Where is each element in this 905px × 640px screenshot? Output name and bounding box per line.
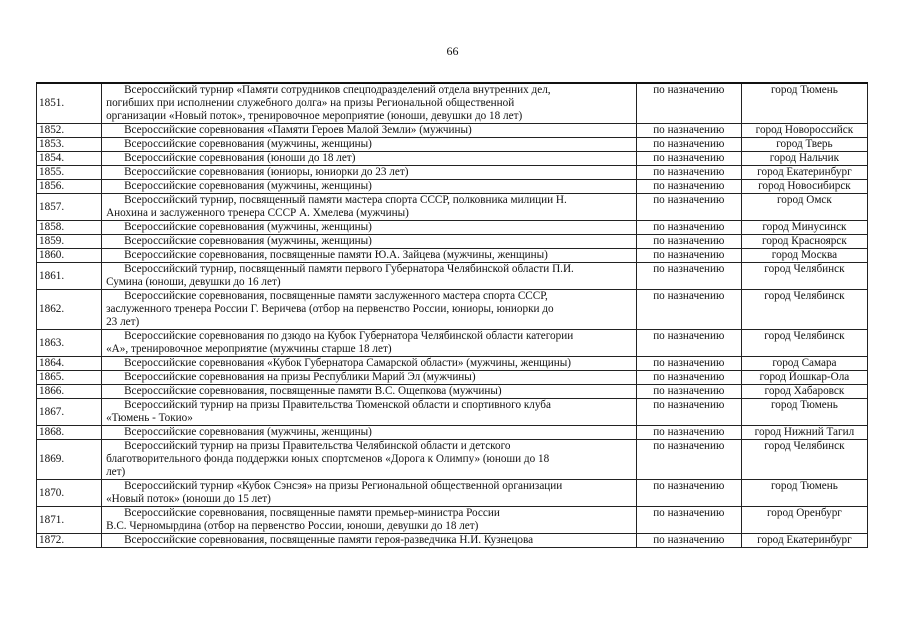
events-table [36, 82, 868, 548]
event-description-line: Всероссийские соревнования (мужчины, женщины) [124, 235, 372, 247]
page-number: 66 [446, 44, 459, 58]
table-row [37, 235, 868, 249]
table-row [37, 480, 868, 507]
event-description [102, 249, 637, 263]
row-number: 1863. [37, 330, 102, 357]
event-location: город Йошкар-Ола [741, 371, 867, 385]
table-row [37, 83, 868, 124]
row-number: 1855. [37, 166, 102, 180]
row-number: 1853. [37, 138, 102, 152]
participation-basis: по назначению [636, 138, 741, 152]
table-row [37, 124, 868, 138]
event-description-line: 23 лет) [106, 316, 140, 328]
event-description-line: Всероссийские соревнования (мужчины, женщины) [124, 138, 372, 150]
table-row [37, 194, 868, 221]
event-description-line: Всероссийские соревнования (юноши до 18 лет) [124, 152, 356, 164]
event-description [102, 385, 637, 399]
event-description-line: Всероссийский турнир «Памяти сотрудников спецподразделений отдела внутренних дел, [124, 84, 551, 96]
participation-basis: по назначению [636, 235, 741, 249]
event-description [102, 507, 637, 534]
participation-basis: по назначению [636, 221, 741, 235]
participation-basis: по назначению [636, 152, 741, 166]
event-location: город Москва [741, 249, 867, 263]
events-table-body [37, 83, 868, 548]
row-number: 1852. [37, 124, 102, 138]
event-description-line: организации «Новый поток», тренировочное мероприятие (юноши, девушки до 18 лет) [106, 110, 523, 122]
row-number: 1857. [37, 194, 102, 221]
event-description-line: благотворительного фонда поддержки юных спортсменов «Дорога к Олимпу» (юноши до 18 [106, 453, 550, 465]
row-number: 1861. [37, 263, 102, 290]
table-row [37, 399, 868, 426]
table-row [37, 371, 868, 385]
row-number: 1864. [37, 357, 102, 371]
participation-basis: по назначению [636, 330, 741, 357]
event-description-line: погибших при исполнении служебного долга» на призы Региональной общественной [106, 97, 515, 109]
table-row [37, 166, 868, 180]
table-row [37, 138, 868, 152]
participation-basis: по назначению [636, 124, 741, 138]
table-row [37, 290, 868, 330]
participation-basis: по назначению [636, 399, 741, 426]
row-number: 1866. [37, 385, 102, 399]
row-number: 1859. [37, 235, 102, 249]
event-description [102, 83, 637, 124]
table-row [37, 440, 868, 480]
participation-basis: по назначению [636, 263, 741, 290]
table-row [37, 507, 868, 534]
event-description [102, 330, 637, 357]
participation-basis: по назначению [636, 357, 741, 371]
participation-basis: по назначению [636, 507, 741, 534]
row-number: 1862. [37, 290, 102, 330]
event-description-line: Всероссийские соревнования (юниоры, юниорки до 23 лет) [124, 166, 409, 178]
table-row [37, 152, 868, 166]
event-description [102, 440, 637, 480]
event-description-line: «Новый поток» (юноши до 15 лет) [106, 493, 271, 505]
table-row [37, 385, 868, 399]
event-location: город Челябинск [741, 440, 867, 480]
participation-basis: по назначению [636, 83, 741, 124]
event-description [102, 152, 637, 166]
table-row [37, 426, 868, 440]
event-description [102, 263, 637, 290]
event-location: город Самара [741, 357, 867, 371]
participation-basis: по назначению [636, 385, 741, 399]
participation-basis: по назначению [636, 194, 741, 221]
event-description [102, 357, 637, 371]
event-description-line: Всероссийские соревнования (мужчины, женщины) [124, 221, 372, 233]
event-description [102, 371, 637, 385]
event-location: город Тверь [741, 138, 867, 152]
event-location: город Хабаровск [741, 385, 867, 399]
row-number: 1867. [37, 399, 102, 426]
event-location: город Челябинск [741, 290, 867, 330]
event-description [102, 235, 637, 249]
event-description-line: Всероссийский турнир на призы Правительства Тюменской области и спортивного клуба [124, 399, 551, 411]
row-number: 1870. [37, 480, 102, 507]
event-location: город Тюмень [741, 399, 867, 426]
event-description-line: Всероссийские соревнования (мужчины, женщины) [124, 426, 372, 438]
event-description-line: Всероссийские соревнования, посвященные памяти премьер-министра России [124, 507, 500, 519]
event-description-line: Всероссийские соревнования, посвященные памяти В.С. Ощепкова (мужчины) [124, 385, 502, 397]
table-row [37, 249, 868, 263]
event-description-line: «А», тренировочное мероприятие (мужчины старше 18 лет) [106, 343, 392, 355]
event-description-line: Всероссийский турнир на призы Правительства Челябинской области и детского [124, 440, 511, 452]
row-number: 1854. [37, 152, 102, 166]
event-description [102, 180, 637, 194]
participation-basis: по назначению [636, 371, 741, 385]
event-location: город Челябинск [741, 263, 867, 290]
table-row [37, 180, 868, 194]
participation-basis: по назначению [636, 426, 741, 440]
event-description-line: Анохина и заслуженного тренера СССР А. Хмелева (мужчины) [106, 207, 409, 219]
event-description-line: Сумина (юноши, девушки до 16 лет) [106, 276, 281, 288]
table-row [37, 357, 868, 371]
row-number: 1865. [37, 371, 102, 385]
event-description [102, 534, 637, 548]
event-description [102, 194, 637, 221]
event-description-line: Всероссийский турнир, посвященный памяти мастера спорта СССР, полковника милиции Н. [124, 194, 567, 206]
event-description-line: Всероссийские соревнования «Памяти Героев Малой Земли» (мужчины) [124, 124, 472, 136]
event-description-line: заслуженного тренера России Г. Веричева (отбор на первенство России, юниоры, юниорки до [106, 303, 554, 315]
event-location: город Нальчик [741, 152, 867, 166]
event-description-line: лет) [106, 466, 126, 478]
participation-basis: по назначению [636, 249, 741, 263]
row-number: 1871. [37, 507, 102, 534]
row-number: 1872. [37, 534, 102, 548]
event-description [102, 221, 637, 235]
table-row [37, 330, 868, 357]
event-description [102, 480, 637, 507]
event-location: город Красноярск [741, 235, 867, 249]
row-number: 1869. [37, 440, 102, 480]
event-description-line: Всероссийские соревнования по дзюдо на Кубок Губернатора Челябинской области категории [124, 330, 574, 342]
event-description-line: Всероссийские соревнования, посвященные памяти героя-разведчика Н.И. Кузнецова [124, 534, 534, 546]
event-description [102, 399, 637, 426]
event-description-line: В.С. Черномырдина (отбор на первенство России, юноши, девушки до 18 лет) [106, 520, 479, 532]
event-location: город Омск [741, 194, 867, 221]
event-description-line: Всероссийские соревнования (мужчины, женщины) [124, 180, 372, 192]
event-location: город Минусинск [741, 221, 867, 235]
table-row [37, 534, 868, 548]
event-description [102, 166, 637, 180]
table-row [37, 221, 868, 235]
row-number: 1851. [37, 83, 102, 124]
participation-basis: по назначению [636, 290, 741, 330]
event-description-line: Всероссийские соревнования, посвященные памяти заслуженного мастера спорта СССР, [124, 290, 548, 302]
event-description-line: «Тюмень - Токио» [106, 412, 193, 424]
participation-basis: по назначению [636, 180, 741, 194]
event-location: город Челябинск [741, 330, 867, 357]
row-number: 1868. [37, 426, 102, 440]
event-description-line: Всероссийский турнир «Кубок Сэнсэя» на призы Региональной общественной организации [124, 480, 563, 492]
event-description-line: Всероссийские соревнования «Кубок Губернатора Самарской области» (мужчины, женщины) [124, 357, 572, 369]
event-description-line: Всероссийские соревнования на призы Республики Марий Эл (мужчины) [124, 371, 476, 383]
event-description-line: Всероссийские соревнования, посвященные памяти Ю.А. Зайцева (мужчины, женщины) [124, 249, 548, 261]
row-number: 1860. [37, 249, 102, 263]
table-row [37, 263, 868, 290]
event-description-line: Всероссийский турнир, посвященный памяти первого Губернатора Челябинской области П.И. [124, 263, 574, 275]
row-number: 1856. [37, 180, 102, 194]
event-location: город Тюмень [741, 480, 867, 507]
event-location: город Екатеринбург [741, 166, 867, 180]
participation-basis: по назначению [636, 440, 741, 480]
participation-basis: по назначению [636, 534, 741, 548]
participation-basis: по назначению [636, 166, 741, 180]
event-location: город Новороссийск [741, 124, 867, 138]
event-description [102, 426, 637, 440]
event-location: город Оренбург [741, 507, 867, 534]
event-description [102, 124, 637, 138]
row-number: 1858. [37, 221, 102, 235]
event-description [102, 138, 637, 152]
event-location: город Новосибирск [741, 180, 867, 194]
participation-basis: по назначению [636, 480, 741, 507]
event-location: город Тюмень [741, 83, 867, 124]
event-location: город Екатеринбург [741, 534, 867, 548]
event-description [102, 290, 637, 330]
event-location: город Нижний Тагил [741, 426, 867, 440]
